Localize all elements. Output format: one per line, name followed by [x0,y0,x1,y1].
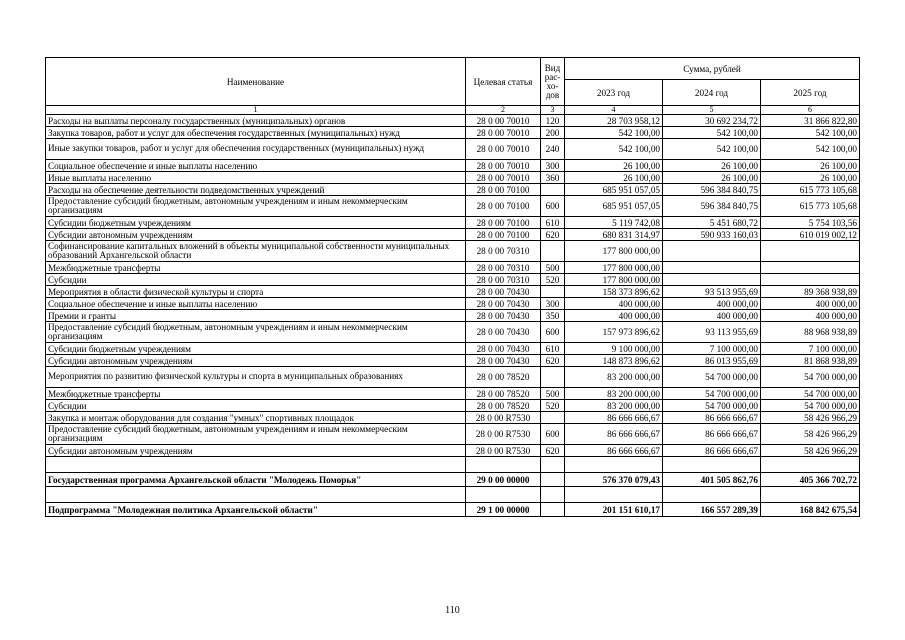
expense-kind-cell: 350 [541,310,565,322]
program-total-row [46,503,860,517]
amount-2023-cell: 680 831 314,97 [565,229,663,241]
expense-kind-cell: 520 [541,274,565,286]
row-name-cell: Субсидии бюджетным учреждениям [46,217,466,229]
amount-2023-cell: 158 373 896,62 [565,286,663,298]
empty-cell [565,457,663,473]
amount-2025-cell: 615 773 105,68 [761,184,860,196]
table-row [46,298,860,310]
table-row [46,262,860,274]
amount-2025-cell: 26 100,00 [761,172,860,184]
empty-cell [541,457,565,473]
amount-2023-cell: 400 000,00 [565,310,663,322]
expense-kind-cell: 300 [541,298,565,310]
row-name-cell: Предоставление субсидий бюджетным, автономным учреждениям и иным некоммерческим организациям [46,322,466,343]
empty-cell [541,487,565,503]
amount-2023-cell: 148 873 896,62 [565,355,663,367]
empty-cell [466,457,541,473]
table-row [46,127,860,139]
target-article-cell: 28 0 00 R7530 [466,412,541,424]
target-article-cell: 28 0 00 70010 [466,115,541,127]
expense-kind-cell [541,412,565,424]
amount-2025-cell: 405 366 702,72 [761,473,860,487]
empty-cell [565,487,663,503]
amount-2023-cell: 28 703 958,12 [565,115,663,127]
row-name-cell: Субсидии автономным учреждениям [46,445,466,457]
table-row [46,229,860,241]
row-name-cell: Субсидии автономным учреждениям [46,229,466,241]
table-row [46,355,860,367]
row-name-cell: Расходы на выплаты персоналу государственных (муниципальных) органов [46,115,466,127]
row-name-cell: Социальное обеспечение и иные выплаты населению [46,160,466,172]
amount-2025-cell: 31 866 822,80 [761,115,860,127]
amount-2025-cell: 54 700 000,00 [761,388,860,400]
amount-2025-cell: 7 100 000,00 [761,343,860,355]
table-row [46,160,860,172]
table-row [46,184,860,196]
header-expense-kind: Вид рас- хо- дов [541,58,565,106]
expense-kind-cell: 610 [541,343,565,355]
amount-2023-cell: 685 951 057,05 [565,184,663,196]
target-article-cell: 28 0 00 70010 [466,172,541,184]
expense-kind-cell [541,473,565,487]
expense-kind-cell: 360 [541,172,565,184]
expense-kind-cell [541,367,565,388]
target-article-cell: 28 0 00 78520 [466,388,541,400]
target-article-cell: 28 0 00 70010 [466,160,541,172]
amount-2024-cell: 93 113 955,69 [663,322,761,343]
table-row [46,445,860,457]
expense-kind-cell: 500 [541,262,565,274]
row-name-cell: Межбюджетные трансферты [46,388,466,400]
target-article-cell: 28 0 00 70310 [466,241,541,262]
target-article-cell: 28 0 00 R7530 [466,424,541,445]
spacer-row [46,487,860,503]
row-name-cell: Предоставление субсидий бюджетным, автономным учреждениям и иным некоммерческим организациям [46,196,466,217]
amount-2025-cell [761,262,860,274]
row-name-cell: Мероприятия в области физической культуры и спорта [46,286,466,298]
amount-2025-cell: 542 100,00 [761,127,860,139]
empty-cell [761,487,860,503]
amount-2024-cell: 86 666 666,67 [663,424,761,445]
amount-2025-cell: 610 019 002,12 [761,229,860,241]
row-name-cell: Закупка и монтаж оборудования для создания "умных" спортивных площадок [46,412,466,424]
expense-kind-cell: 200 [541,127,565,139]
header-year-2025: 2025 год [761,80,860,106]
amount-2025-cell: 615 773 105,68 [761,196,860,217]
header-sum: Сумма, рублей [565,58,860,80]
amount-2023-cell: 5 119 742,08 [565,217,663,229]
amount-2023-cell: 542 100,00 [565,127,663,139]
amount-2024-cell: 400 000,00 [663,310,761,322]
amount-2024-cell: 590 933 160,03 [663,229,761,241]
amount-2023-cell: 400 000,00 [565,298,663,310]
empty-cell [663,487,761,503]
amount-2024-cell: 54 700 000,00 [663,400,761,412]
table-row [46,172,860,184]
table-row [46,310,860,322]
amount-2023-cell: 9 100 000,00 [565,343,663,355]
row-name-cell: Субсидии [46,400,466,412]
target-article-cell: 29 0 00 00000 [466,473,541,487]
program-total-row [46,473,860,487]
header-name: Наименование [46,58,466,106]
table-row [46,115,860,127]
target-article-cell: 28 0 00 70430 [466,298,541,310]
amount-2025-cell [761,241,860,262]
target-article-cell: 29 1 00 00000 [466,503,541,517]
expense-kind-cell [541,241,565,262]
header-target-article: Целевая статья [466,58,541,106]
amount-2024-cell: 5 451 680,72 [663,217,761,229]
amount-2023-cell: 86 666 666,67 [565,424,663,445]
expense-kind-cell: 620 [541,355,565,367]
column-number: 4 [565,106,663,115]
amount-2024-cell: 93 513 955,69 [663,286,761,298]
amount-2024-cell: 401 505 862,76 [663,473,761,487]
amount-2025-cell: 400 000,00 [761,298,860,310]
target-article-cell: 28 0 00 70100 [466,229,541,241]
amount-2024-cell: 30 692 234,72 [663,115,761,127]
target-article-cell: 28 0 00 70100 [466,184,541,196]
target-article-cell: 28 0 00 78520 [466,367,541,388]
amount-2025-cell: 168 842 675,54 [761,503,860,517]
table-row [46,400,860,412]
amount-2024-cell [663,262,761,274]
target-article-cell: 28 0 00 70310 [466,274,541,286]
row-name-cell: Софинансирование капитальных вложений в объекты муниципальной собственности муниципальных образований Архангельской области [46,241,466,262]
amount-2025-cell: 400 000,00 [761,310,860,322]
amount-2023-cell: 86 666 666,67 [565,412,663,424]
spacer-row [46,457,860,473]
expense-kind-cell: 240 [541,139,565,160]
amount-2024-cell: 596 384 840,75 [663,196,761,217]
target-article-cell: 28 0 00 70430 [466,322,541,343]
table-row [46,412,860,424]
table-row [46,322,860,343]
table-row [46,286,860,298]
amount-2024-cell: 26 100,00 [663,172,761,184]
budget-table [45,57,860,517]
expense-kind-cell [541,503,565,517]
amount-2025-cell: 81 868 938,89 [761,355,860,367]
amount-2023-cell: 177 800 000,00 [565,262,663,274]
amount-2024-cell: 54 700 000,00 [663,367,761,388]
expense-kind-cell: 300 [541,160,565,172]
amount-2024-cell: 542 100,00 [663,139,761,160]
expense-kind-cell: 620 [541,229,565,241]
row-name-cell: Межбюджетные трансферты [46,262,466,274]
row-name-cell: Субсидии [46,274,466,286]
amount-2025-cell: 54 700 000,00 [761,400,860,412]
target-article-cell: 28 0 00 70430 [466,310,541,322]
row-name-cell: Мероприятия по развитию физической культуры и спорта в муниципальных образованиях [46,367,466,388]
expense-kind-cell: 620 [541,445,565,457]
amount-2024-cell: 596 384 840,75 [663,184,761,196]
amount-2024-cell: 7 100 000,00 [663,343,761,355]
table-row [46,196,860,217]
column-number: 1 [46,106,466,115]
amount-2025-cell: 58 426 966,29 [761,424,860,445]
amount-2025-cell: 542 100,00 [761,139,860,160]
amount-2025-cell: 58 426 966,29 [761,445,860,457]
row-name-cell: Иные закупки товаров, работ и услуг для обеспечения государственных (муниципальных) нужд [46,139,466,160]
row-name-cell: Субсидии автономным учреждениям [46,355,466,367]
expense-kind-cell: 520 [541,400,565,412]
row-name-cell: Социальное обеспечение и иные выплаты населению [46,298,466,310]
target-article-cell: 28 0 00 R7530 [466,445,541,457]
target-article-cell: 28 0 00 70430 [466,343,541,355]
amount-2023-cell: 177 800 000,00 [565,274,663,286]
row-name-cell: Премии и гранты [46,310,466,322]
column-number: 5 [663,106,761,115]
expense-kind-cell: 120 [541,115,565,127]
empty-cell [46,457,466,473]
amount-2023-cell: 201 151 610,17 [565,503,663,517]
amount-2024-cell: 54 700 000,00 [663,388,761,400]
amount-2023-cell: 576 370 079,43 [565,473,663,487]
amount-2025-cell: 26 100,00 [761,160,860,172]
empty-cell [466,487,541,503]
target-article-cell: 28 0 00 70100 [466,217,541,229]
amount-2025-cell: 89 368 938,89 [761,286,860,298]
row-name-cell: Государственная программа Архангельской области "Молодежь Поморья" [46,473,466,487]
expense-kind-cell [541,286,565,298]
row-name-cell: Субсидии бюджетным учреждениям [46,343,466,355]
amount-2024-cell: 86 666 666,67 [663,412,761,424]
amount-2023-cell: 83 200 000,00 [565,367,663,388]
empty-cell [761,457,860,473]
amount-2024-cell: 86 666 666,67 [663,445,761,457]
amount-2024-cell: 542 100,00 [663,127,761,139]
table-row [46,139,860,160]
amount-2024-cell [663,241,761,262]
target-article-cell: 28 0 00 78520 [466,400,541,412]
amount-2025-cell: 58 426 966,29 [761,412,860,424]
table-row [46,388,860,400]
table-body [46,115,860,517]
amount-2023-cell: 26 100,00 [565,160,663,172]
amount-2024-cell: 26 100,00 [663,160,761,172]
row-name-cell: Иные выплаты населению [46,172,466,184]
target-article-cell: 28 0 00 70010 [466,139,541,160]
expense-kind-cell [541,184,565,196]
table-row [46,274,860,286]
table-row [46,367,860,388]
row-name-cell: Расходы на обеспечение деятельности подведомственных учреждений [46,184,466,196]
row-name-cell: Предоставление субсидий бюджетным, автономным учреждениям и иным некоммерческим организациям [46,424,466,445]
target-article-cell: 28 0 00 70430 [466,355,541,367]
amount-2025-cell [761,274,860,286]
target-article-cell: 28 0 00 70010 [466,127,541,139]
amount-2024-cell: 166 557 289,39 [663,503,761,517]
expense-kind-cell: 600 [541,196,565,217]
amount-2023-cell: 26 100,00 [565,172,663,184]
expense-kind-cell: 500 [541,388,565,400]
expense-kind-cell: 610 [541,217,565,229]
target-article-cell: 28 0 00 70430 [466,286,541,298]
header-year-2023: 2023 год [565,80,663,106]
column-number: 6 [761,106,860,115]
empty-cell [46,487,466,503]
header-year-2024: 2024 год [663,80,761,106]
table-row [46,217,860,229]
amount-2024-cell: 86 013 955,69 [663,355,761,367]
amount-2025-cell: 54 700 000,00 [761,367,860,388]
amount-2023-cell: 157 973 896,62 [565,322,663,343]
amount-2023-cell: 83 200 000,00 [565,388,663,400]
expense-kind-cell: 600 [541,322,565,343]
amount-2025-cell: 88 968 938,89 [761,322,860,343]
amount-2025-cell: 5 754 103,56 [761,217,860,229]
target-article-cell: 28 0 00 70310 [466,262,541,274]
column-number: 2 [466,106,541,115]
table-row [46,241,860,262]
amount-2024-cell [663,274,761,286]
amount-2024-cell: 400 000,00 [663,298,761,310]
table-row [46,424,860,445]
amount-2023-cell: 542 100,00 [565,139,663,160]
amount-2023-cell: 83 200 000,00 [565,400,663,412]
target-article-cell: 28 0 00 70100 [466,196,541,217]
amount-2023-cell: 86 666 666,67 [565,445,663,457]
row-name-cell: Закупка товаров, работ и услуг для обеспечения государственных (муниципальных) нужд [46,127,466,139]
amount-2023-cell: 177 800 000,00 [565,241,663,262]
empty-cell [663,457,761,473]
expense-kind-cell: 600 [541,424,565,445]
column-number: 3 [541,106,565,115]
row-name-cell: Подпрограмма "Молодежная политика Архангельской области" [46,503,466,517]
amount-2023-cell: 685 951 057,05 [565,196,663,217]
page-number: 110 [445,605,460,616]
table-row [46,343,860,355]
